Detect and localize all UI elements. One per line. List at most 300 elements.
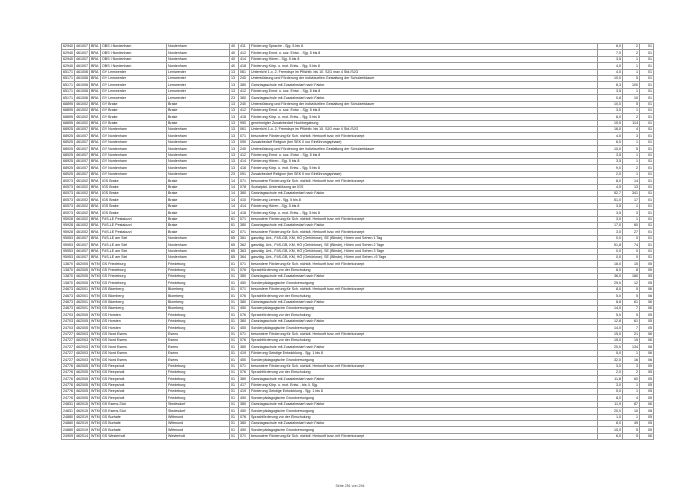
cell-region: 06 (640, 331, 654, 337)
cell-region: 01 (640, 63, 654, 69)
cell-item-code: 240 (239, 146, 250, 152)
cell-item-code: 071 (239, 363, 250, 369)
cell-count: 0 (623, 248, 640, 254)
cell-item-description: Förderung Emot. u. soz. Entw. - Sjg. 5 bis 8 (250, 152, 598, 158)
cell-school-number: 24673 (63, 287, 73, 292)
cell-count: 0 (623, 254, 640, 260)
cell-district-code: 462005 (76, 376, 88, 381)
cell-school-number: 24880 (63, 415, 73, 420)
cell-item-code: 361 (239, 235, 250, 241)
cell-region: 06 (640, 293, 654, 299)
cell-school-form: 01 (230, 337, 239, 343)
cell-region: 01 (640, 242, 654, 248)
cell-school-number: 95953 (63, 255, 73, 260)
cell-school-name: GY Nordenham (101, 127, 167, 133)
cell-district-code: 462005 (76, 383, 88, 388)
cell-hours: 15,5 (598, 120, 623, 126)
cell-hours: 52,7 (598, 190, 623, 196)
cell-school-name: OBS I Nordenham (101, 44, 167, 50)
cell-region: 05 (640, 382, 654, 388)
cell-school-number: 95928 (63, 223, 73, 228)
cell-hours: 17,0 (598, 222, 623, 228)
cell-count: 2 (623, 50, 640, 56)
cell-town: Friedeburg (167, 395, 230, 401)
cell-region: 01 (640, 248, 654, 254)
cell-item-description: Unterstützung und Förderung der individuellen Gestaltung der Schulzeitdauer (250, 146, 598, 152)
cell-count: 12 (623, 280, 640, 286)
cell-district: BRA (90, 95, 101, 101)
cell-school-number: 24703 (63, 319, 73, 324)
cell-town: Nordenham (167, 242, 230, 248)
cell-town: Wittmund (167, 414, 230, 420)
cell-school-name: GY Brake (101, 107, 167, 113)
cell-district-code: 462005 (76, 389, 88, 394)
cell-region: 06 (640, 433, 654, 439)
cell-item-code: 071 (239, 178, 250, 184)
cell-school-number: 13870 (63, 268, 73, 273)
cell-town: Esens (167, 357, 230, 363)
cell-school-name: FöS-LE am Siel (101, 235, 167, 241)
cell-district-code: 462001 (76, 306, 88, 311)
cell-region: 05 (640, 369, 654, 375)
cell-school-form: 01 (230, 274, 239, 280)
cell-count: 134 (623, 344, 640, 350)
cell-school-number: 80573 (63, 184, 73, 189)
cell-count: 5 (623, 427, 640, 433)
cell-hours: 5,0 (598, 389, 623, 395)
cell-school-number: 24727 (63, 344, 73, 349)
cell-count: 5 (623, 101, 640, 107)
cell-item-code: 450 (239, 427, 250, 433)
cell-hours: 8,0 (598, 267, 623, 273)
cell-district-code: 462005 (76, 319, 88, 324)
cell-district: BRA (90, 203, 101, 209)
cell-count: 2 (623, 165, 640, 171)
cell-district: BRA (90, 69, 101, 75)
cell-count: 21 (623, 331, 640, 337)
cell-count: 1 (623, 382, 640, 388)
cell-region: 01 (640, 75, 654, 81)
cell-district-code: 461002 (76, 114, 88, 119)
cell-school-name: IGS Brake (101, 210, 167, 216)
cell-town: Nordenham (167, 146, 230, 152)
cell-item-code: 380 (239, 401, 250, 407)
cell-school-number: 24727 (63, 357, 73, 362)
cell-region: 01 (640, 95, 654, 101)
cell-region: 05 (640, 280, 654, 286)
cell-item-description: Sprachförderung vor der Einschulung (250, 337, 598, 343)
cell-item-description: Sprachförderung vor der Einschulung (250, 312, 598, 318)
cell-hours: 7,0 (598, 50, 623, 56)
cell-school-form: 14 (230, 197, 239, 203)
cell-town: Brake (167, 222, 230, 228)
cell-school-name: GS Esens-Süd (101, 408, 167, 414)
cell-district-code: 461002 (76, 184, 88, 189)
cell-item-code: 417 (239, 382, 250, 388)
cell-district-code: 461002 (76, 204, 88, 209)
cell-item-description: ganztäg. Unt., FöS-GB, KM, HÖ (Gehörlose), SE (Blinde), Hören und Sehen >3 Tage (250, 254, 598, 260)
cell-district: BRA (90, 63, 101, 69)
cell-item-code: 071 (239, 261, 250, 267)
cell-item-description: genehmigter Zusatzbedarf Hochbegabung (250, 120, 598, 126)
cell-item-code: 061 (239, 127, 250, 133)
cell-school-form: 13 (230, 107, 239, 113)
cell-district: WTM (91, 395, 100, 400)
cell-school-form: 23 (230, 171, 239, 177)
cell-count: 5 (623, 286, 640, 292)
cell-school-form: 13 (230, 133, 239, 139)
cell-item-code: 418 (239, 210, 250, 216)
cell-region: 01 (640, 159, 654, 165)
cell-school-number: 24909 (63, 434, 73, 439)
cell-item-description: Sprachförderung vor der Einschulung (250, 267, 598, 273)
cell-hours: 8,8 (598, 299, 623, 305)
cell-district: BRA (90, 82, 101, 88)
cell-school-form: 13 (230, 146, 239, 152)
cell-item-code: 364 (239, 254, 250, 260)
cell-district: WTM (91, 408, 100, 413)
cell-district-code: 461007 (76, 63, 88, 68)
cell-count: 8 (623, 267, 640, 273)
cell-school-form: 01 (230, 286, 239, 292)
cell-count: 4 (623, 127, 640, 133)
cell-count: 7 (623, 306, 640, 312)
cell-town: Blomberg (167, 293, 230, 299)
cell-count: 17 (623, 197, 640, 203)
cell-town: Lemwerder (167, 88, 230, 94)
cell-region: 01 (640, 197, 654, 203)
cell-town: Friedeburg (167, 312, 230, 318)
cell-town: Stedesdorf (167, 408, 230, 414)
cell-district-code: 461007 (76, 50, 88, 55)
cell-item-description: Förderung Emot. u. soz. Entw. - Sjg. 5 bis 8 (250, 50, 598, 56)
cell-region: 05 (640, 363, 654, 369)
cell-school-form: 13 (230, 127, 239, 133)
cell-district-code: 462003 (76, 344, 88, 349)
cell-town: Blomberg (167, 306, 230, 312)
cell-district: WTM (91, 370, 100, 375)
cell-district: BRA (90, 229, 101, 235)
cell-district-code: 461007 (76, 248, 88, 253)
cell-item-code: 240 (239, 75, 250, 81)
cell-item-code: 076 (239, 337, 250, 343)
cell-item-description: Ganztagsschule mit Zusatzbedarf nach Faktor (250, 95, 598, 101)
cell-count: 61 (623, 299, 640, 305)
cell-school-name: GS Nord Esens (101, 344, 167, 350)
cell-item-description: Förderung Körp. u. mot. Entw. - Sjg. 5 bis 8 (250, 165, 598, 171)
cell-item-description: Ganztagsschule mit Zusatzbedarf nach Faktor (250, 401, 598, 407)
cell-town: Friedeburg (167, 389, 230, 395)
cell-item-description: besondere Förderung für Sch. nichtdt. Herkunft bzw. mit Förderkonzept (250, 133, 598, 139)
cell-school-name: GS Nord Esens (101, 337, 167, 343)
cell-district: BRA (90, 152, 101, 158)
cell-school-form: 13 (230, 82, 239, 88)
cell-school-name: GY Nordenham (101, 165, 167, 171)
cell-item-code: 450 (239, 408, 250, 414)
cell-region: 01 (640, 120, 654, 126)
cell-school-name: GS Blomberg (101, 299, 167, 305)
cell-school-form: 01 (230, 293, 239, 299)
cell-region: 01 (640, 210, 654, 216)
cell-hours: 10,0 (598, 75, 623, 81)
cell-item-code: 414 (239, 203, 250, 209)
cell-hours: 3,5 (598, 88, 623, 94)
cell-item-code: 412 (239, 107, 250, 113)
cell-item-description: besondere Förderung für Sch. nichtdt. Herkunft bzw. mit Förderkonzept (250, 261, 598, 267)
cell-town: Nordenham (167, 44, 230, 50)
cell-town: Nordenham (167, 139, 230, 145)
cell-item-code: 091 (239, 171, 250, 177)
cell-school-number: 62940 (63, 44, 73, 49)
cell-item-code: 418 (239, 165, 250, 171)
cell-school-name: GY Lemwerder (101, 95, 167, 101)
cell-item-description: Sonderpädagogische Grundversorgung (250, 427, 598, 433)
cell-item-description: Sprachförderung vor der Einschulung (250, 369, 598, 375)
cell-count: 1 (623, 107, 640, 113)
cell-item-code: 071 (239, 286, 250, 292)
cell-hours: 8,3 (598, 82, 623, 88)
cell-item-code: 071 (239, 433, 250, 439)
cell-district-code: 461002 (76, 229, 88, 234)
cell-count: 2 (623, 114, 640, 120)
cell-town: Nordenham (167, 165, 230, 171)
cell-school-name: FöS-LE Pestalozzi (101, 216, 167, 222)
cell-district: WTM (91, 338, 100, 343)
cell-town: Nordenham (167, 159, 230, 165)
cell-item-description: besondere Förderung für Sch. nichtdt. Herkunft bzw. mit Förderkonzept (250, 216, 598, 222)
cell-school-form: 01 (230, 421, 239, 427)
cell-school-form: 65 (230, 242, 239, 248)
cell-item-description: Unterricht 1.o. 2. Fremdspr im Pflichtb. bis 10. SJG max 4 Std./SJG (250, 127, 598, 133)
cell-school-name: GS Reepsholt (101, 382, 167, 388)
cell-school-form: 13 (230, 165, 239, 171)
cell-school-number: 24776 (63, 383, 73, 388)
cell-district: BRA (90, 235, 101, 241)
cell-school-number: 95953 (63, 242, 73, 247)
cell-school-name: GS Reepsholt (101, 395, 167, 401)
cell-count: 15 (623, 261, 640, 267)
cell-item-description: Förderung Sprache - Sjg. 5 bis 8 (250, 44, 598, 50)
cell-town: Lemwerder (167, 75, 230, 81)
cell-hours: 8,0 (598, 178, 623, 184)
cell-hours: 14,0 (598, 325, 623, 331)
cell-school-number: 80573 (63, 197, 73, 202)
cell-school-name: GY Nordenham (101, 152, 167, 158)
cell-item-code: 450 (239, 280, 250, 286)
cell-school-number: 68895 (63, 101, 73, 106)
cell-count: 1 (623, 216, 640, 222)
cell-count: 3 (623, 133, 640, 139)
cell-count: 74 (623, 242, 640, 248)
cell-hours: 9,0 (598, 165, 623, 171)
cell-item-description: Ganztagsschule mit Zusatzbedarf nach Faktor (250, 376, 598, 382)
cell-town: Friedeburg (167, 382, 230, 388)
cell-item-code: 362 (239, 242, 250, 248)
cell-school-name: GS Burhafe (101, 414, 167, 420)
cell-school-name: GS Reepsholt (101, 389, 167, 395)
cell-school-form: 01 (230, 382, 239, 388)
cell-district-code: 462003 (76, 338, 88, 343)
cell-district: BRA (90, 114, 101, 120)
cell-school-number: 95953 (63, 236, 73, 241)
cell-school-form: 01 (230, 401, 239, 407)
cell-region: 06 (640, 401, 654, 407)
cell-item-description: besondere Förderung für Sch. nichtdt. Herkunft bzw. mit Förderkonzept (250, 363, 598, 369)
cell-school-number: 24727 (63, 331, 73, 336)
cell-item-code: 076 (239, 414, 250, 420)
table-row (62, 433, 654, 439)
cell-school-form: 01 (230, 427, 239, 433)
cell-region: 01 (640, 139, 654, 145)
cell-hours: 3,5 (598, 152, 623, 158)
cell-count: 1 (623, 389, 640, 395)
cell-school-name: GS Nord Esens (101, 331, 167, 337)
cell-item-description: Förderung Geistige Entwicklung - Sjg. 1 bis 8 (250, 389, 598, 395)
cell-school-number: 24831 (63, 408, 73, 413)
cell-school-name: GS Nord Esens (101, 357, 167, 363)
cell-item-code: 380 (239, 190, 250, 196)
cell-item-description: Ganztagsschule mit Zusatzbedarf nach Faktor (250, 222, 598, 228)
cell-region: 01 (640, 114, 654, 120)
cell-school-form: 65 (230, 254, 239, 260)
cell-district: WTM (91, 312, 100, 317)
cell-item-code: 412 (239, 152, 250, 158)
cell-region: 01 (640, 69, 654, 75)
cell-hours: 0,0 (598, 254, 623, 260)
cell-hours: 3,5 (598, 210, 623, 216)
cell-school-form: 01 (230, 318, 239, 324)
cell-district-code: 461006 (76, 76, 88, 81)
cell-item-description: besondere Förderung für Sch. nichtdt. Herkunft bzw. mit Förderkonzept (250, 229, 598, 235)
cell-count: 180 (623, 274, 640, 280)
cell-school-name: GS Reepsholt (101, 369, 167, 375)
cell-school-number: 13870 (63, 261, 73, 266)
cell-school-form: 14 (230, 203, 239, 209)
cell-school-form: 01 (230, 299, 239, 305)
cell-school-number: 24727 (63, 338, 73, 343)
cell-school-name: GS Reepsholt (101, 376, 167, 382)
cell-school-name: FöS-LE am Siel (101, 242, 167, 248)
cell-count: 341 (623, 190, 640, 196)
cell-school-name: OBS I Nordenham (101, 50, 167, 56)
cell-school-number: 68895 (63, 114, 73, 119)
cell-school-number: 24703 (63, 312, 73, 317)
cell-district-code: 461007 (76, 236, 88, 241)
cell-hours: 29,0 (598, 280, 623, 286)
cell-hours: 4,0 (598, 133, 623, 139)
cell-count: 27 (623, 229, 640, 235)
cell-item-description: besondere Förderung für Sch. nichtdt. Herkunft bzw. mit Förderkonzept (250, 286, 598, 292)
cell-count: 1 (623, 88, 640, 94)
cell-school-number: 24703 (63, 325, 73, 330)
cell-region: 01 (640, 229, 654, 235)
cell-item-description: Sonderpädagogische Grundversorgung (250, 306, 598, 312)
cell-school-name: FöS-LE am Siel (101, 248, 167, 254)
cell-district-code: 462005 (76, 268, 88, 273)
cell-school-form: 01 (230, 363, 239, 369)
cell-count: 114 (623, 120, 640, 126)
cell-item-description: Ganztagsschule mit Zusatzbedarf nach Faktor (250, 190, 598, 196)
cell-item-code: 090 (239, 139, 250, 145)
cell-item-code: 412 (239, 50, 250, 56)
cell-count: 10 (623, 95, 640, 101)
cell-hours: 11,9 (598, 401, 623, 407)
cell-item-description: Sozialpäd. Unterstützung an IGS (250, 184, 598, 190)
cell-count: 100 (623, 82, 640, 88)
cell-count: 49 (623, 421, 640, 427)
cell-district: BRA (90, 197, 101, 203)
cell-school-name: GS Blomberg (101, 293, 167, 299)
cell-district: BRA (90, 127, 101, 133)
cell-district-code: 461007 (76, 133, 88, 138)
cell-school-form: 01 (230, 395, 239, 401)
cell-district: WTM (91, 421, 100, 426)
cell-school-name: GY Nordenham (101, 159, 167, 165)
cell-hours: 3,5 (598, 203, 623, 209)
cell-count: 5 (623, 75, 640, 81)
cell-school-name: FöS-LE Pestalozzi (101, 222, 167, 228)
cell-region: 05 (640, 427, 654, 433)
cell-district: BRA (90, 75, 101, 81)
cell-region: 01 (640, 56, 654, 62)
cell-district-code: 462005 (76, 395, 88, 400)
cell-region: 06 (640, 286, 654, 292)
cell-count: 60 (623, 376, 640, 382)
cell-district-code: 462003 (76, 351, 88, 356)
cell-item-description: Sonderpädagogische Grundversorgung (250, 325, 598, 331)
cell-region: 01 (640, 146, 654, 152)
cell-school-number: 24776 (63, 395, 73, 400)
cell-town: Friedeburg (167, 267, 230, 273)
cell-region: 01 (640, 235, 654, 241)
cell-school-form: 01 (230, 267, 239, 273)
cell-item-code: 418 (239, 114, 250, 120)
cell-district-code: 462005 (76, 312, 88, 317)
cell-district-code: 462001 (76, 300, 88, 305)
cell-count: 1 (623, 69, 640, 75)
cell-school-number: 24776 (63, 376, 73, 381)
cell-item-code: 380 (239, 274, 250, 280)
cell-count: 87 (623, 401, 640, 407)
cell-school-number: 68895 (63, 121, 73, 126)
cell-school-name: GS Horsten (101, 325, 167, 331)
cell-school-form: 13 (230, 69, 239, 75)
cell-school-number: 24831 (63, 402, 73, 407)
cell-school-form: 13 (230, 75, 239, 81)
cell-district-code: 461007 (76, 57, 88, 62)
cell-item-code: 076 (239, 267, 250, 273)
cell-item-code: 076 (239, 369, 250, 375)
cell-item-code: 071 (239, 133, 250, 139)
cell-town: Nordenham (167, 152, 230, 158)
cell-hours: 8,0 (598, 395, 623, 401)
cell-item-description: Förderung Körp. u. mot. Entw. - Sjg. 5 bis 8 (250, 114, 598, 120)
cell-school-number: 80573 (63, 191, 73, 196)
cell-item-description: Förderung Körp. u. mot. Entw. - Sjg. 5 bis 8 (250, 63, 598, 69)
cell-hours: 6,0 (598, 139, 623, 145)
cell-school-number: 65171 (63, 76, 73, 81)
cell-region: 01 (640, 82, 654, 88)
cell-item-description: besondere Förderung für Sch. nichtdt. Herkunft bzw. mit Förderkonzept (250, 178, 598, 184)
cell-item-description: Ganztagsschule mit Zusatzbedarf nach Faktor (250, 82, 598, 88)
table-body (62, 44, 654, 440)
cell-school-form: 14 (230, 184, 239, 190)
cell-district-code: 462003 (76, 357, 88, 362)
cell-district-code: 462019 (76, 421, 88, 426)
cell-district: BRA (90, 171, 101, 177)
cell-district-code: 461007 (76, 127, 88, 132)
cell-school-form: 13 (230, 114, 239, 120)
